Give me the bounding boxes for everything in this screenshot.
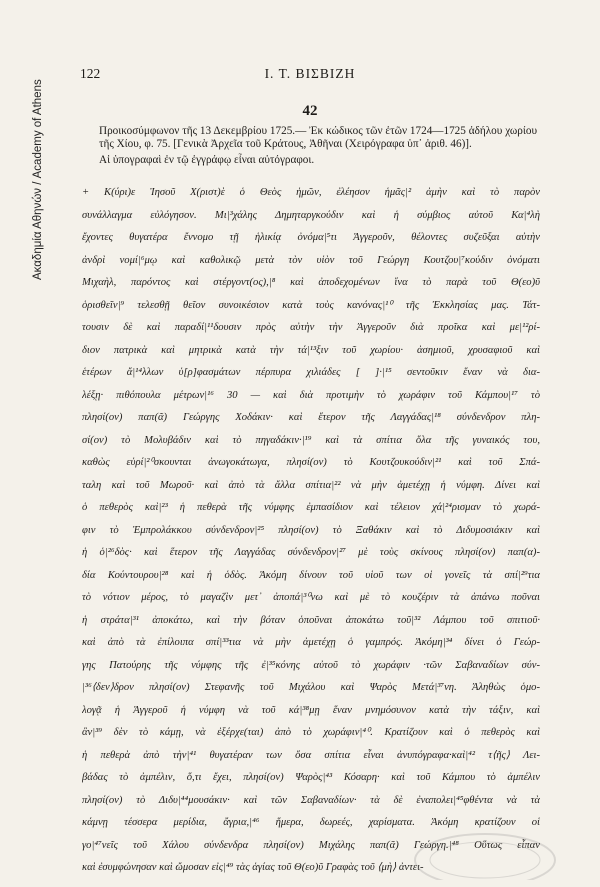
body-line: κάμνῃ τέσσερα μερίδια, ἄγρια,|⁴⁶ ἥμερα, δωρεές, χαρίσματα. Ἀκόμη κρατίζουν οἱ <box>82 817 540 828</box>
body-line: γο|⁴⁷νεῖς τοῦ Χάλου σύνδενδρα πλησί(ον) Μιχάλης παπ(ᾶ) Γεώργη.|⁴⁸ Οὕτως εἶπαν <box>82 839 540 851</box>
body-line: πλησί(ον) παπ(ᾶ) Γεώργης Χοδάκιν· καὶ ἕτερον τῆς Λαγγάδας|¹⁸ σύνδενδρον πλη- <box>82 412 540 423</box>
body-line: καὶ ἀπὸ τὰ ἐπίλοιπα σπί|³³τια νὰ μὴν ἀμετέχῃ ὁ γαμπρός. Ἀκόμη|³⁴ δίνει ὁ Γεώρ- <box>82 637 540 648</box>
side-watermark <box>18 40 44 280</box>
document-header-note: Αἱ ὑπογραφαὶ ἐν τῷ ἐγγράφῳ εἶναι αὐτόγραφοι. <box>99 153 315 166</box>
page-number: 122 <box>80 66 101 81</box>
body-line: + Κ(ύρι)ε Ἰησοῦ Χ(ριστ)ὲ ὁ Θεὸς ἡμῶν, ἐλέησον ἡμᾶς|² ἀμὴν καὶ τὸ παρὸν <box>82 187 540 198</box>
body-line: συνάλλαγμα εὐλόγησον. Μι|³χάλης Δημηταργκούδιν καὶ ἡ σύμβιος αὐτοῦ Κα|⁴λὴ <box>82 209 540 221</box>
body-line: λογᾷ ἡ Ἀγγεροῦ ἡ νύμφη νὰ τοῦ κά|³⁸μῃ ἕναν μνημόσυνον κατὰ τὴν τάξιν, καὶ <box>82 704 540 716</box>
body-line: διον πατρικὰ καὶ μητρικὰ κατὰ τὴν τά|¹³ξιν τοῦ χωρίου· ἀσημιοῦ, χρυσαφιοῦ καὶ <box>82 344 540 356</box>
body-line: τουσιν δὲ καὶ παραδί|¹¹δουσιν πρὸς αὐτὴν τὴν Ἀγγεροῦν διὰ προῖκα καὶ με|¹²ρί- <box>82 322 540 333</box>
body-line: βάδας τὸ ἀμπέλιν, ὅ,τι ἔχει, πλησί(ον) Ψαρὸς|⁴³ Κόσαρη· καὶ τοῦ Κάμπου τὸ ἀμπέλιν <box>82 772 540 783</box>
body-line: ἔχοντες θυγατέρα ἔννομο τῇ ἡλικίᾳ ὀνόμα|⁵τι Ἀγγεροῦν, θέλοντες συζεῦξαι αὐτὴν <box>82 232 540 243</box>
body-line: καθὼς εὑρί|²⁰σκουνται ἀνωγοκάτωγα, πλησί(ον) τὸ Κουτζουκούδιν|²¹ καὶ τοῦ Σπά- <box>82 457 540 468</box>
document-body <box>82 182 540 880</box>
side-watermark-text: Ακαδημία Αθηνών / Academy of Athens <box>32 79 44 280</box>
document-header-line: Προικοσύμφωνον τῆς 13 Δεκεμβρίου 1725.— Ἐκ κώδικος τῶν ἐτῶν 1724—1725 ἀδήλου χωρίου τῆς Χίου, φ. 75. [Γενικὰ Ἀρχεῖα τοῦ Κράτους, Ἀθῆναι (Χειρόγραφα ὑπ᾽ ἀριθ. 46)]. <box>99 125 537 151</box>
body-line: φιν τὸ Ἐμπρολάκκου σύνδενδρον|²⁵ πλησί(ον) τὸ Ξαθάκιν καὶ τὸ Διδυμοσιάκιν καὶ <box>82 524 540 536</box>
running-title: Ι. Τ. ΒΙΣΒΙΖΗ <box>264 66 356 81</box>
body-line: ἀνδρὶ νομί|⁶μῳ καὶ καθολικῷ μετὰ τὸν υἱὸν τοῦ Γεώργη Κουτζου|⁷κούδιν ὀνόματι <box>82 254 540 266</box>
body-line: σί(ον) τὸ Μολυβάδιν καὶ τὸ πηγαδάκιν·|¹⁹ καὶ τὰ σπίτια ὅλα τῆς γυναικός του, <box>82 434 540 446</box>
body-line: ἡ πεθερὰ ἀπὸ τὴν|⁴¹ θυγατέραν των ὅσα σπίτια εἶναι ἀνυπόγραφα·καὶ|⁴² τ⟨ῆς⟩ Λει- <box>82 749 540 761</box>
body-line: ταλη καὶ τοῦ Μωροῦ· καὶ ἀπὸ τὰ ἄλλα σπίτια|²² νὰ μὴν ἀμετέχῃ ἡ νύμφη. Δίνει καὶ <box>82 479 540 491</box>
body-line: πλησί(ον) τὸ Διδυ|⁴⁴μουσάκιν· καὶ τῶν Σαβαναδίων· τὰ δὲ ἐναπολει|⁴⁵φθέντα νὰ τὰ <box>82 794 540 806</box>
body-line: ἂν|³⁹ δὲν τὸ κάμῃ, νὰ ἐξέρχε(ται) ἀπὸ τὸ χωράφιν|⁴⁰. Κρατίζουν καὶ ὁ πεθερὸς καὶ <box>82 727 540 738</box>
body-line: λέξῃ· πιθόπουλα μέτρων|¹⁶ 30 — καὶ διὰ προτιμὴν τὸ χωράφιν τοῦ Κάμπου|¹⁷ τὸ <box>82 389 540 401</box>
body-line: ὁρισθεῖν|⁹ τελεσθῇ θεῖον συνοικέσιον κατὰ τοὺς κανόνας|¹⁰ τῆς Ἐκκλησίας μας. Τάτ- <box>82 299 540 311</box>
faded-seal-stamp <box>400 820 570 880</box>
document-number: 42 <box>302 103 318 119</box>
running-head <box>80 66 540 84</box>
body-line: ἑτέρων ἄ|¹⁴λλων ὑ[ρ]φασμάτων πέρπυρα χιλιάδες [ ]·|¹⁵ σεντοῦκιν ἕναν νὰ δια- <box>82 367 540 378</box>
body-line: ὁ πεθερὸς καὶ|²³ ἡ πεθερὰ τῆς νύμφης ἐμπασίδιον καὶ τέλειον χά|²⁴ρισμαν τὸ χωρά- <box>82 502 540 513</box>
document-header <box>99 125 537 167</box>
body-line: |³⁶⟨δεν⟩δρον πλησί(ον) Στεφανῆς τοῦ Μιχάλου καὶ Ψαρὸς Μετά|³⁷νη. Ἀληθὼς ὁμο- <box>82 682 540 693</box>
body-line: ἡ στράτα|³¹ ἀποκάτω, καὶ τὴν βόταν ὁποῦναι ἀποκάτω τοῦ|³² Λάμπου τοῦ σπιτιοῦ· <box>82 614 540 626</box>
body-line: δία Κούντουρου|²⁸ καὶ ἡ ὁδὸς. Ἀκόμη δίνουν τοῦ υἱοῦ των οἱ γονεῖς τὰ σπί|²⁹τια <box>82 569 540 581</box>
body-line: γης Πατούρης τῆς νύμφης τῆς ἐ|³⁵κόνης αὐτοῦ τὸ χωράφιν ·τῶν Σαβαναδίων σύν- <box>82 659 540 671</box>
body-line: τὸ νότιον μέρος, τὸ μαγαζὶν μετ᾽ ἀποπά|³⁰νω καὶ μὲ τὸ κουζέριν τὰ ἀπάνω ποῦναι <box>82 592 540 603</box>
body-line: ἡ ὁ|²⁶δὸς· καὶ ἕτερον τῆς Λαγγάδας σύνδενδρον|²⁷ μὲ τοὺς σκίνους πλησί(ον) παπ(α)- <box>82 547 540 558</box>
body-line: καὶ ἐσυμφώνησαν καὶ ὤμοσαν εἰς|⁴⁹ τὰς ἁγίας τοῦ Θ(εο)ῦ Γραφὰς τοῦ ⟨μὴ⟩ ἀντει- <box>82 862 424 873</box>
body-line: Μιχαὴλ, παρόντος καὶ στέργοντ(ος),|⁸ καὶ ἀποδεχομένων ἵνα τὸ παρὰ τοῦ Θ(εο)ῦ <box>82 277 540 288</box>
